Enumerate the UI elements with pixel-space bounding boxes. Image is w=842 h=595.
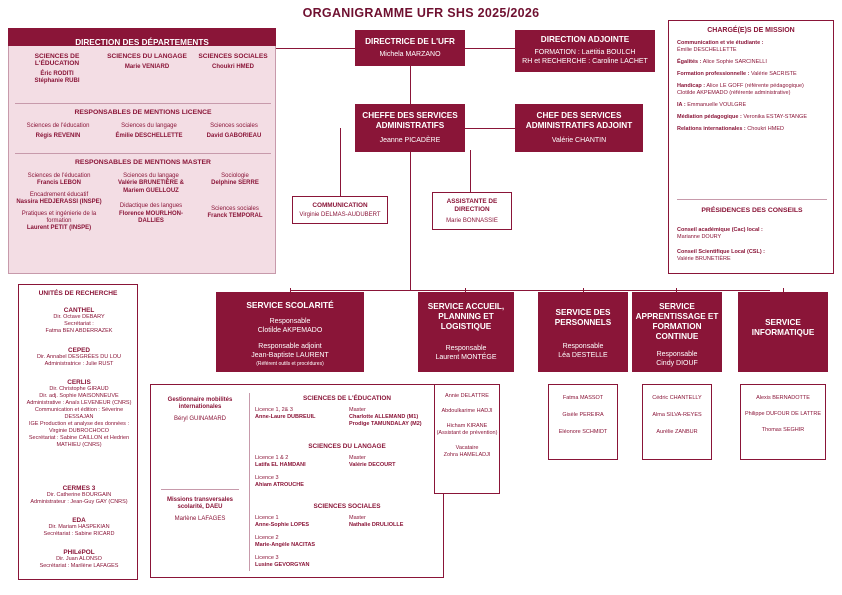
- licence-header: RESPONSABLES DE MENTIONS LICENCE: [74, 109, 212, 116]
- unite-cerlis: CERLIS Dir. Christophe GIRAUD Dir. adj. Sophie MAISONNEUVE Administrative : Anaïs LEVENEUR (CNRS) Communication et édition : Séverine DESSAJAN IGE Production et analyse des données : Virginie DUBROCHOCO Secrétariat : Sabine CAILLON et Hedrien MATHIEU (CNRS): [26, 379, 132, 448]
- dept-col-education: SCIENCES DE L'ÉDUCATION Éric RODITI Stéphanie RUBI: [34, 53, 80, 85]
- dept-divider-2: [15, 153, 271, 154]
- charge-item: Égalités : Alice Sophie SARCINELLI: [677, 59, 767, 65]
- scolarite-edu-licence: Licence 1, 2& 3 Anne-Laure DUBREUIL: [255, 407, 316, 420]
- directrice-box: DIRECTRICE DE L'UFR Michela MARZANO: [355, 30, 465, 66]
- assistante-direction-box: ASSISTANTE DE DIRECTION Marie BONNASSIE: [432, 192, 512, 230]
- service-scolarite-header: SERVICE SCOLARITÉ Responsable Clotilde AKPEMADO Responsable adjoint Jean-Baptiste LAURENT (Référent outils et procédures): [216, 292, 364, 372]
- cheffe-services-box: CHEFFE DES SERVICES ADMINISTRATIFS Jeanne PICADÈRE: [355, 104, 465, 152]
- connector-dept-directrice: [275, 48, 355, 49]
- connector-directrice-adjointe: [465, 48, 515, 49]
- scolarite-lang-licence12: Licence 1 & 2 Latifa EL HAMDANI: [255, 455, 306, 468]
- service-apprentissage-staff: Cédric CHANTELLY Alma SILVA-REYES Aurélie ZANBUR: [642, 384, 712, 460]
- connector-chefse-adj: [465, 128, 515, 129]
- charge-item: IA : Emmanuelle VOULGRE: [677, 102, 747, 108]
- departements-header: DIRECTION DES DÉPARTEMENTS: [8, 28, 276, 46]
- chef-services-adjoint-box: CHEF DES SERVICES ADMINISTRATIFS ADJOINT Valérie CHANTIN: [515, 104, 643, 152]
- master-col-education: Sciences de l'éducation Francis LEBON Encadrement éducatif Nassira HEDJERASSI (INSPE) Pratiques et ingénierie de la formation Laurent PETIT (INSPE): [16, 173, 102, 232]
- dept-col-langage: SCIENCES DU LANGAGE Marie VENIARD: [107, 53, 187, 70]
- charge-item: Communication et vie étudiante : Émilie DESCHELLETTE: [677, 40, 764, 53]
- unite-canthel: CANTHEL Dir. Octave DEBARY Secrétariat : Fatma BEN ABDERRAZEK: [45, 307, 113, 334]
- conseil-item: Conseil académique (Cac) local : Marianne DOURY: [677, 227, 763, 240]
- direction-adjointe-box: DIRECTION ADJOINTE FORMATION : Laëtitia BOULCH RH et RECHERCHE : Caroline LACHET: [515, 30, 655, 72]
- service-informatique-header: SERVICE INFORMATIQUE: [738, 292, 828, 372]
- scolarite-mobilites: Gestionnaire mobilités internationales Béryl GUINAMARD: [167, 397, 233, 422]
- scolarite-lang-master: Master Valérie DECOURT: [349, 455, 396, 468]
- service-accueil-staff: Annie DELATTRE Abdoulkarime HADJI Hicham KIRANE (Assistant de prévention) Vacataire Zohra HAMELADJI: [434, 384, 500, 494]
- scolarite-soc-master: Master Nathalie DRULIOLLE: [349, 515, 404, 528]
- unites-recherche-panel: UNITÉS DE RECHERCHE CANTHEL Dir. Octave DEBARY Secrétariat : Fatma BEN ABDERRAZEK CEPED Dir. Annabel DESGRÉES DU LOU Administratrice : Julie RUST CERLIS Dir. Christophe GIRAUD Dir. adj. Sophie MAISONNEUVE Administrative : Anaïs LEVENEUR (CNRS) Communication et édition : Séverine DESSAJAN IGE Production et analyse des données : Virginie DUBROCHOCO Secrétariat : Sabine CAILLON et Hedrien MATHIEU (CNRS) CERMES 3 Dir. Catherine BOURGAIN Administrateur : Jean-Guy GAY (CNRS) EDA Dir. Mariam HASPEKIAN Secrétariat : Sabine RICARD PHILéPOL Dir. Juan ALONSO Secrétariat : Marilène LAFAGES: [18, 284, 138, 580]
- service-apprentissage-header: SERVICE APPRENTISSAGE ET FORMATION CONTINUE Responsable Cindy DIOUF: [632, 292, 722, 372]
- dept-divider-1: [15, 103, 271, 104]
- scolarite-soc-licence1: Licence 1 Anne-Sophie LOPES: [255, 515, 310, 528]
- scolarite-edu-master: Master Charlotte ALLEMAND (M1) Prodige TAMUNDALAY (M2): [349, 407, 422, 427]
- scolarite-missions: Missions transversales scolarité, DAEU Marlène LAFAGES: [166, 497, 234, 522]
- connector-chefse-services: [410, 150, 411, 290]
- conseil-item: Conseil Scientifique Local (CSL) : Valérie BRUNETIÈRE: [677, 249, 766, 262]
- connector-directrice-chefse: [410, 66, 411, 104]
- scolarite-left-divider: [161, 489, 239, 490]
- unite-cermes3: CERMES 3 Dir. Catherine BOURGAIN Administrateur : Jean-Guy GAY (CNRS): [30, 485, 128, 505]
- unite-philepol: PHILéPOL Dir. Juan ALONSO Secrétariat : Marilène LAFAGES: [39, 549, 119, 569]
- service-personnels-header: SERVICE DES PERSONNELS Responsable Léa DESTELLE: [538, 292, 628, 372]
- communication-box: COMMUNICATION Virginie DELMAS-AUDUBERT: [292, 196, 388, 224]
- scolarite-vertical-divider: [249, 393, 250, 571]
- unite-ceped: CEPED Dir. Annabel DESGRÉES DU LOU Administratrice : Julie RUST: [36, 347, 122, 367]
- departements-panel: [8, 28, 276, 274]
- charges-divider: [677, 199, 827, 200]
- unite-eda: EDA Dir. Mariam HASPEKIAN Secrétariat : Sabine RICARD: [43, 517, 115, 537]
- charge-item: Relations internationales : Choukri HMED: [677, 126, 784, 132]
- service-accueil-header: SERVICE ACCUEIL, PLANNING ET LOGISTIQUE Responsable Laurent MONTÉGE: [418, 292, 514, 372]
- charge-item: Médiation pédagogique : Veronika ESTAY-STANGE: [677, 114, 807, 120]
- charge-item: Handicap : Alice LE GOFF (référente pédagogique) Clotilde AKPEMADO (référente administrative): [677, 83, 804, 96]
- licence-col-langage: Sciences du langage Émilie DESCHELLETTE: [115, 123, 183, 140]
- service-informatique-staff: Alexis BERNADOTTE Philippe DUFOUR DE LATTRE Thomas SEGHIR: [740, 384, 826, 460]
- master-col-sociales: Sociologie Delphine SERRE Sciences sociales Franck TEMPORAL: [207, 173, 263, 220]
- licence-col-sociales: Sciences sociales David GABORIEAU: [206, 123, 262, 140]
- connector-services-bus: [290, 290, 770, 291]
- page-title: ORGANIGRAMME UFR SHS 2025/2026: [302, 6, 540, 20]
- service-personnels-staff: Fatma MASSOT Gisèle PEREIRA Eléonore SCHMIDT: [548, 384, 618, 460]
- scolarite-detail-panel: Gestionnaire mobilités internationales Béryl GUINAMARD Missions transversales scolarité, DAEU Marlène LAFAGES SCIENCES DE L'ÉDUCATION Licence 1, 2& 3 Anne-Laure DUBREUIL Master Charlotte ALLEMAND (M1) Prodige TAMUNDALAY (M2) SCIENCES DU LANGAGE Licence 1 & 2 Latifa EL HAMDANI Master Valérie DECOURT Licence 3 Ahiam ATROUCHE SCIENCES SOCIALES Licence 1 Anne-Sophie LOPES Master Nathalie DRULIOLLE Licence 2 Marie-Angèle NACITAS Licence 3 Lusine GEVORGYAN: [150, 384, 444, 578]
- charge-item: Formation professionnelle : Valérie SACRISTE: [677, 71, 797, 77]
- licence-col-education: Sciences de l'éducation Régis REVENIN: [26, 123, 90, 140]
- master-header: RESPONSABLES DE MENTIONS MASTER: [75, 159, 211, 166]
- charges-mission-panel: CHARGÉ(E)S DE MISSION Communication et vie étudiante : Émilie DESCHELLETTE Égalités : Alice Sophie SARCINELLI Formation professionnelle : Valérie SACRISTE Handicap : Alice LE GOFF (référente pédagogique) Clotilde AKPEMADO (référente administrative) IA : Emmanuelle VOULGRE Médiation pédagogique : Veronika ESTAY-STANGE Relations internationales : Choukri HMED PRÉSIDENCES DES CONSEILS Conseil académique (Cac) local : Marianne DOURY Conseil Scientifique Local (CSL) : Valérie BRUNETIÈRE: [668, 20, 834, 274]
- scolarite-soc-licence3: Licence 3 Lusine GEVORGYAN: [255, 555, 310, 568]
- scolarite-lang-licence3: Licence 3 Ahiam ATROUCHE: [255, 475, 304, 488]
- master-col-langage: Sciences du langage Valérie BRUNETIÈRE & Mariem GUELLOUZ Didactique des langues Florence MOURLHON-DALLIES: [117, 173, 185, 225]
- dept-col-sociales: SCIENCES SOCIALES Choukri HMED: [198, 53, 268, 70]
- scolarite-soc-licence2: Licence 2 Marie-Angèle NACITAS: [255, 535, 316, 548]
